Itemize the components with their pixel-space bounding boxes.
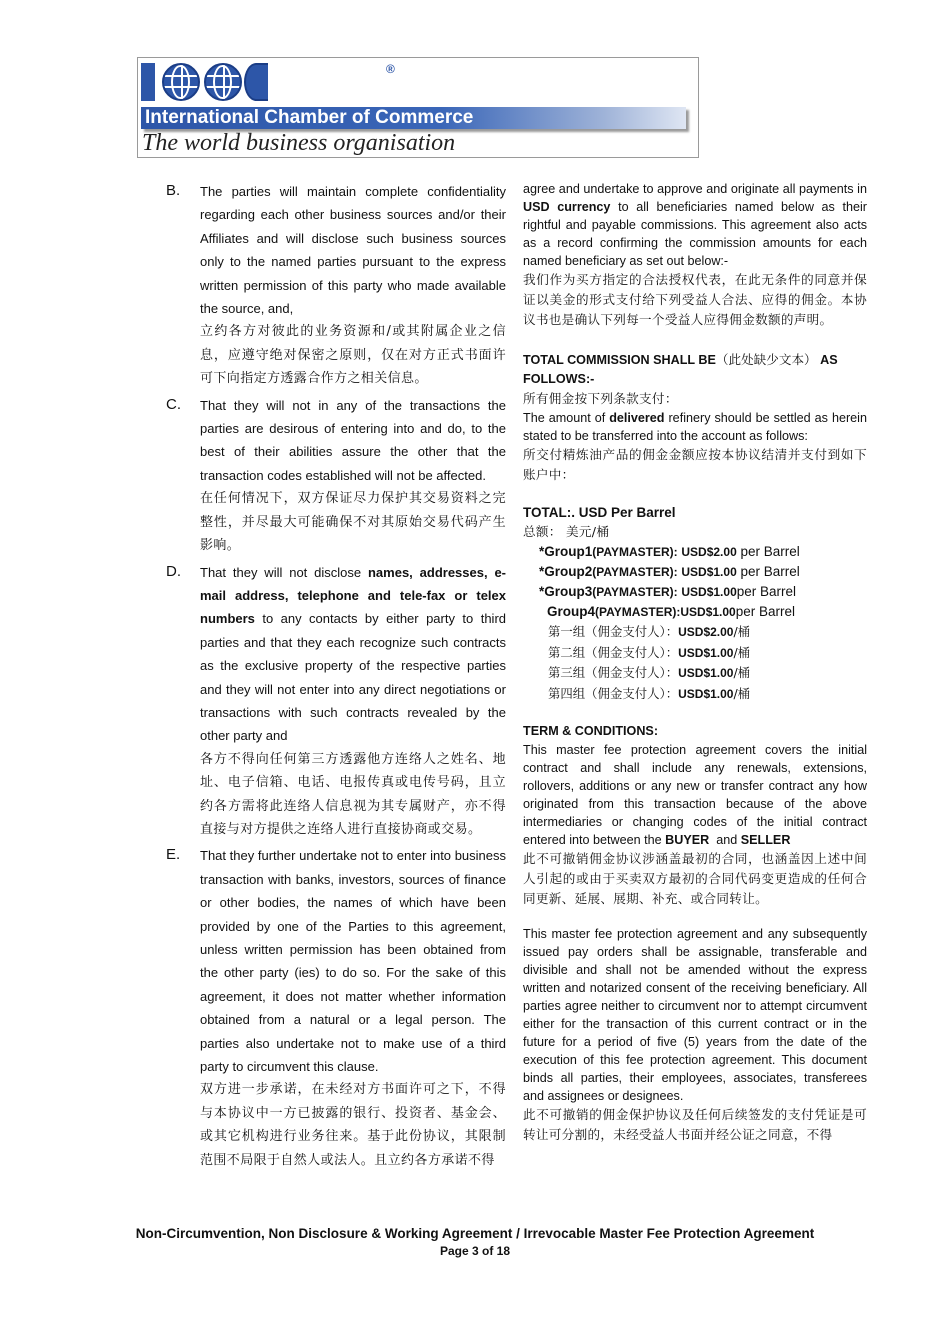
logo-tagline: The world business organisation <box>142 130 456 156</box>
group-row-zh: 第一组（佣金支付人）：USD$2.00/桶 <box>548 624 751 639</box>
fee-protection-text-en: This master fee protection agreement and any subsequently issued pay orders shall be assignable, transferable and divisible and shall not be amended without the express written and notarized consent of the receiving beneficiary. All parties agree neither to circumvent nor to attempt circumvent either for the transaction of this current contract or in the future for a period of five (5) years from the date of the execution of this fee protection agreement. This document binds all parties, their employees, associates, transferees and assignees or designees. <box>523 927 867 1103</box>
group-list <box>523 542 867 622</box>
clause-text-zh: 立约各方对彼此的业务资源和/或其附属企业之信息，应遵守绝对保密之原则，仅在对方正式书面许可下向指定方透露合作方之相关信息。 <box>200 324 506 387</box>
clause-e <box>166 844 506 1172</box>
footer-title: Non-Circumvention, Non Disclosure & Working Agreement / Irrevocable Master Fee Protection Agreement <box>135 1226 815 1241</box>
clause-text-en: That they will not in any of the transactions the parties are desirous of entering into and do, to the best of their abilities assure the other that the transaction codes established will not be affected. <box>200 397 506 483</box>
terms-text-en: This master fee protection agreement covers the initial contract and shall include any renewals, extensions, rollovers, additions or any new or transfer contract any how originated from this transaction because of the above intermediaries or changing codes of the initial contract entered into between the BUYER and SELLER <box>523 743 867 847</box>
right-column <box>523 180 867 1145</box>
logo-org-name: International Chamber of Commerce <box>141 107 686 129</box>
intro-text-en: agree and undertake to approve and originate all payments in USD currency to all beneficiaries named below as their rightful and payable commissions. This agreement also acts as a record confirming the commission amounts for each named beneficiary as set out below:- <box>523 182 868 268</box>
left-column <box>166 180 506 1172</box>
clause-text-en: The parties will maintain complete confidentiality regarding each other business sources and/or their Affiliates and will disclose such business sources only to the named parties pursuant to the express written permission of this party who made available the source, and, <box>200 184 506 317</box>
globe-icon <box>162 63 200 101</box>
clause-letter: C. <box>166 395 181 413</box>
total-line-zh: 总额： 美元/桶 <box>523 524 610 539</box>
group-row: Group4(PAYMASTER):USD$1.00per Barrel <box>547 604 796 619</box>
page-number: Page 3 of 18 <box>439 1244 511 1258</box>
group-row: *Group2(PAYMASTER): USD$1.00 per Barrel <box>539 564 800 579</box>
globe-icon <box>204 63 242 101</box>
icc-logo <box>137 57 699 158</box>
intro-text-zh: 我们作为买方指定的合法授权代表，在此无条件的同意并保证以美金的形式支付给下列受益人合法、应得的佣金。本协议书也是确认下列每一个受益人应得佣金数额的声明。 <box>523 272 867 327</box>
registered-mark: ® <box>386 62 395 76</box>
total-line: TOTAL:. USD Per Barrel <box>523 505 676 520</box>
amount-text-zh: 所交付精炼油产品的佣金金额应按本协议结清并支付到如下账户中： <box>523 447 867 482</box>
group-row-zh: 第三组（佣金支付人）：USD$1.00/桶 <box>548 665 751 680</box>
clause-text-en: That they will not disclose names, addresses, e-mail address, telephone and tele-fax or telex numbers to any contacts by either party to third parties and that they each recognize such contracts as the exclusive property of the respective parties and they will not enter into any direct negotiations or transactions with such contracts revealed by the other party and <box>200 564 506 744</box>
group-row: *Group1(PAYMASTER): USD$2.00 per Barrel <box>539 544 800 559</box>
clause-letter: B. <box>166 182 181 199</box>
total-commission-heading: TOTAL COMMISSION SHALL BE（此处缺少文本） AS FOLLOWS:- <box>523 352 838 386</box>
group-row: *Group3(PAYMASTER): USD$1.00per Barrel <box>539 584 797 599</box>
group-row-zh: 第二组（佣金支付人）：USD$1.00/桶 <box>548 644 751 660</box>
clause-c <box>166 394 506 558</box>
clause-letter: D. <box>166 562 181 580</box>
clause-b <box>166 180 506 391</box>
clause-text-zh: 在任何情况下，双方保证尽力保护其交易资料之完整性，并尽最大可能确保不对其原始交易代码产生影响。 <box>200 491 506 554</box>
group-row-zh: 第四组（佣金支付人）：USD$1.00/桶 <box>548 685 751 701</box>
terms-text-zh: 此不可撤销佣金协议涉涵盖最初的合同，也涵盖因上述中间人引起的或由于买卖双方最初的合同代码变更造成的任何合同更新、延展、展期、补充、或合同转让。 <box>523 851 867 906</box>
amount-text-en: The amount of delivered refinery should be settled as herein stated to be transferred into the account as follows: <box>523 411 867 443</box>
clause-d <box>166 561 506 842</box>
terms-heading: TERM & CONDITIONS: <box>523 724 659 738</box>
clause-letter: E. <box>166 846 181 864</box>
c-letter-icon <box>244 63 268 101</box>
clause-text-zh: 双方进一步承诺，在未经对方书面许可之下，不得与本协议中一方已披露的银行、投资者、基金会、或其它机构进行业务往来。基于此份协议，其限制范围不局限于自然人或法人。且立约各方承诺不得 <box>200 1082 506 1168</box>
total-commission-zh: 所有佣金按下列条款支付： <box>523 391 678 406</box>
clause-text-en: That they further undertake not to enter into business transaction with banks, investors, sources of finance or other bodies, the names of which have been provided by one of the Parties to this agreement, unless written permission has been obtained from the other party (ies) to do so. For the sake of this agreement, it does not matter whether information obtained from a natural or a legal person. The parties also undertake not to make use of a third party to circumvent this clause. <box>200 848 506 1075</box>
clause-text-zh: 各方不得向任何第三方透露他方连络人之姓名、地址、电子信箱、电话、电报传真或电传号码，且立约各方需将此连络人信息视为其专属财产，亦不得直接与对方提供之连络人进行直接协商或交易。 <box>200 751 506 837</box>
fee-protection-text-zh: 此不可撤销的佣金保护协议及任何后续签发的支付凭证是可转让可分割的，未经受益人书面并经公证之同意，不得 <box>523 1107 867 1142</box>
